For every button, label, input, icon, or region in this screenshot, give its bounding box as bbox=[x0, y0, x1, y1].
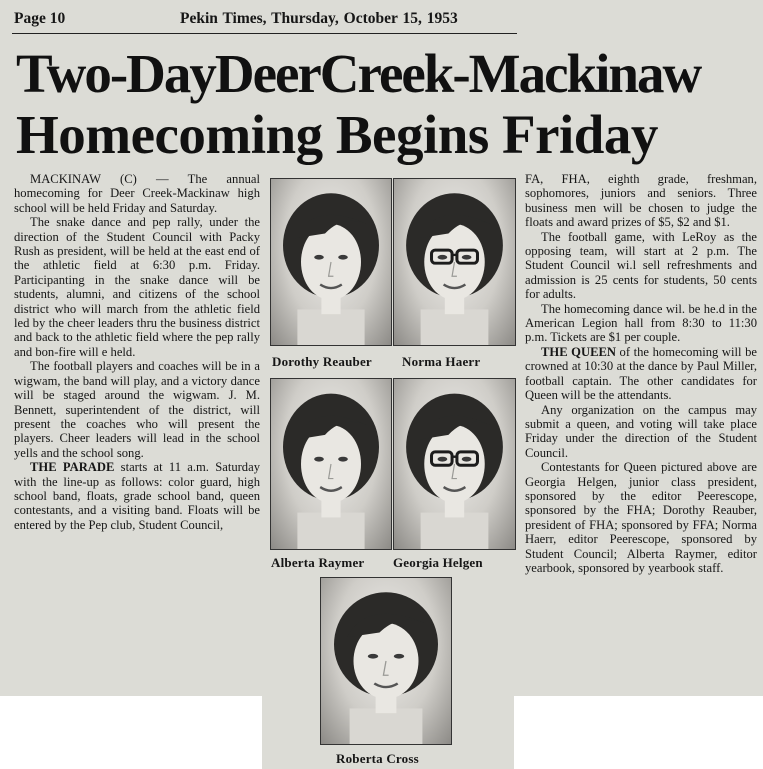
article-paragraph: Contestants for Queen pictured above are Georgia Helgen, junior class president, sponsored by the editor Peerescope, sponsored by the FHA; Dorothy Reauber, president of FHA; sponsored by FFA; Norma Haerr, editor Peerescope, sponsored by Student Council; Alberta Raymer, editor yearbook, sponsored by yearbook staff. bbox=[525, 460, 757, 575]
caption-roberta-cross: Roberta Cross bbox=[336, 751, 419, 766]
article-paragraph bbox=[525, 345, 757, 403]
portrait-drawing bbox=[321, 578, 451, 744]
subhead-queen: THE QUEEN bbox=[541, 344, 616, 359]
headline-line-2: Homecoming Begins Friday bbox=[16, 104, 658, 165]
article-paragraph: The football players and coaches will be in a wigwam, the band will play, and a victory dance will be staged around the wigwam. J. M. Bennett, superintendent of the district, will present the coaches who will present the players. Cheer leaders will lead in the school yells and the school song. bbox=[14, 359, 260, 460]
portrait-drawing bbox=[394, 179, 515, 345]
article-paragraph: FA, FHA, eighth grade, freshman, sophomores, juniors and seniors. Three business men will be chosen to judge the floats and award prizes of $5, $2 and $1. bbox=[525, 172, 757, 230]
article-column-left bbox=[14, 172, 260, 532]
caption-norma-haerr: Norma Haerr bbox=[402, 354, 481, 369]
masthead: Pekin Times, Thursday, October 15, 1953 bbox=[180, 10, 458, 27]
photo-georgia-helgen bbox=[393, 378, 516, 550]
article-paragraph: The football game, with LeRoy as the opposing team, will start at 2 p.m. The Student Council wi.l sell refreshments and admission is 25 cents for students, 50 cents for adults. bbox=[525, 229, 757, 302]
article-paragraph bbox=[14, 460, 260, 532]
article-paragraph: The homecoming dance wil. be he.d in the American Legion hall from 8:30 to 11:30 p.m. Tickets are $1 per couple. bbox=[525, 301, 757, 345]
article-paragraph-text: of the homecoming will be crowned at 10:30 at the dance by Paul Miller, football captain. The other candidates for Queen will be the attendants. bbox=[525, 344, 757, 403]
article-paragraph: The snake dance and pep rally, under the direction of the Student Council with Packy Rush as president, will be held at the east end of the athletic field at 6:30 p.m. Friday. Participanting in the snake dance will be students, alumni, and citizens of the school district who will march from the athletic field led by the cheer leaders thru the business district and back to the athletic field where the pep rally and bon-fire will e held. bbox=[14, 215, 260, 359]
caption-georgia-helgen: Georgia Helgen bbox=[393, 555, 483, 570]
headline-line-1: Two-DayDeerCreek-Mackinaw bbox=[16, 43, 701, 104]
portrait-drawing bbox=[271, 379, 391, 549]
photo-dorothy-reauber bbox=[270, 178, 392, 346]
article-paragraph: MACKINAW (C) — The annual homecoming for Deer Creek-Mackinaw high school will be held Friday and Saturday. bbox=[14, 172, 260, 215]
clipping-background-right bbox=[514, 686, 763, 696]
portrait-drawing bbox=[271, 179, 391, 345]
photo-alberta-raymer bbox=[270, 378, 392, 550]
page-number: Page 10 bbox=[14, 10, 66, 27]
portrait-drawing bbox=[394, 379, 515, 549]
caption-dorothy-reauber: Dorothy Reauber bbox=[272, 354, 372, 369]
article-paragraph: Any organization on the campus may submit a queen, and voting will take place Friday under the direction of the Student Council. bbox=[525, 402, 757, 460]
header-rule bbox=[12, 33, 517, 34]
article-paragraph-text: starts at 11 a.m. Saturday with the line-up as follows: color guard, high school band, floats, grade school band, queen contestants, and a visiting band. Floats will be entered by the Pep club, Student Council, bbox=[14, 460, 260, 532]
photo-roberta-cross bbox=[320, 577, 452, 745]
caption-alberta-raymer: Alberta Raymer bbox=[271, 555, 365, 570]
photo-norma-haerr bbox=[393, 178, 516, 346]
subhead-parade: THE PARADE bbox=[30, 460, 115, 475]
article-column-right bbox=[525, 172, 757, 575]
